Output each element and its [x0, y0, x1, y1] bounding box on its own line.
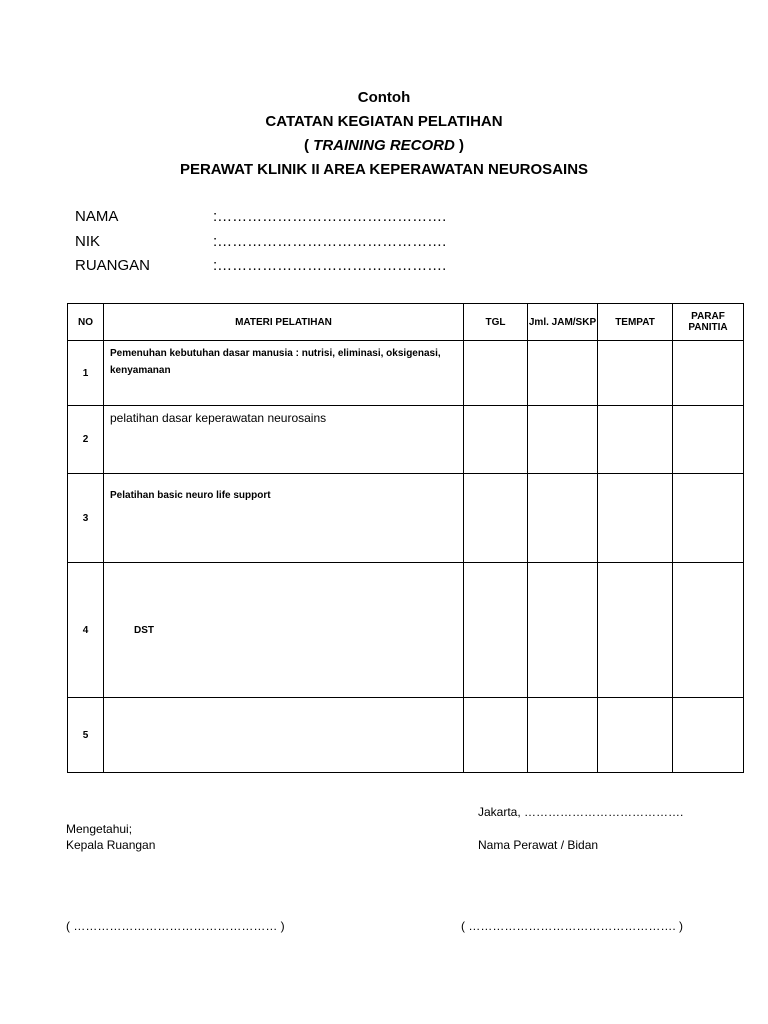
cell-jml [528, 698, 598, 773]
nama-value: :………………………………………. [213, 208, 447, 225]
cell-paraf [673, 406, 744, 474]
cell-jml [528, 341, 598, 406]
cell-tempat [598, 406, 673, 474]
ruangan-value: :………………………………………. [213, 257, 447, 274]
cell-paraf [673, 341, 744, 406]
row-materi: DST [104, 563, 464, 698]
row-materi [104, 698, 464, 773]
table-row [68, 698, 744, 773]
header-tgl: TGL [464, 304, 528, 341]
cell-jml [528, 563, 598, 698]
paren-close: ) [454, 137, 464, 154]
header-subtitle [0, 137, 768, 154]
cell-paraf [673, 698, 744, 773]
row-materi: pelatihan dasar keperawatan neurosains [104, 406, 464, 474]
cell-tgl [464, 341, 528, 406]
training-table [67, 303, 744, 773]
cell-jml [528, 474, 598, 563]
signature-right: ( ……………………………………………. ) [461, 919, 683, 933]
row-materi: Pelatihan basic neuro life support [104, 474, 464, 563]
cell-tgl [464, 698, 528, 773]
cell-tempat [598, 474, 673, 563]
ruangan-label: RUANGAN [75, 257, 151, 274]
kepala-ruangan-label: Kepala Ruangan [66, 838, 156, 852]
table-header-row [68, 304, 744, 341]
header-area: PERAWAT KLINIK II AREA KEPERAWATAN NEUROSAINS [179, 161, 589, 178]
paren-open: ( [303, 137, 314, 154]
row-no: 2 [68, 406, 104, 474]
row-no: 1 [68, 341, 104, 406]
header-tempat: TEMPAT [598, 304, 673, 341]
header-contoh: Contoh [357, 89, 411, 106]
cell-tempat [598, 341, 673, 406]
header-title: CATATAN KEGIATAN PELATIHAN [265, 113, 503, 130]
cell-paraf [673, 474, 744, 563]
row-no: 5 [68, 698, 104, 773]
table-row [68, 341, 744, 406]
place-date-line: Jakarta, …………………………………. [478, 805, 684, 819]
cell-tgl [464, 474, 528, 563]
row-no: 4 [68, 563, 104, 698]
signature-left: ( …………………………………………… ) [66, 919, 285, 933]
header-jml: Jml. JAM/SKP [528, 304, 598, 341]
cell-tgl [464, 563, 528, 698]
table-row [68, 474, 744, 563]
nama-label: NAMA [75, 208, 119, 225]
cell-tempat [598, 698, 673, 773]
row-no: 3 [68, 474, 104, 563]
mengetahui-label: Mengetahui; [66, 822, 133, 836]
cell-tgl [464, 406, 528, 474]
table-row [68, 406, 744, 474]
nik-value: :………………………………………. [213, 233, 447, 250]
header-paraf: PARAF PANITIA [673, 304, 744, 341]
cell-paraf [673, 563, 744, 698]
field-nama [75, 208, 446, 225]
nama-perawat-label: Nama Perawat / Bidan [478, 838, 599, 852]
row-materi: Pemenuhan kebutuhan dasar manusia : nutrisi, eliminasi, oksigenasi, kenyamanan [104, 341, 464, 406]
header-materi: MATERI PELATIHAN [104, 304, 464, 341]
nik-label: NIK [75, 233, 101, 250]
table-row [68, 563, 744, 698]
cell-tempat [598, 563, 673, 698]
field-ruangan [75, 257, 446, 274]
training-record-text: TRAINING RECORD [313, 137, 455, 154]
cell-jml [528, 406, 598, 474]
field-nik [75, 233, 446, 250]
header-no: NO [68, 304, 104, 341]
